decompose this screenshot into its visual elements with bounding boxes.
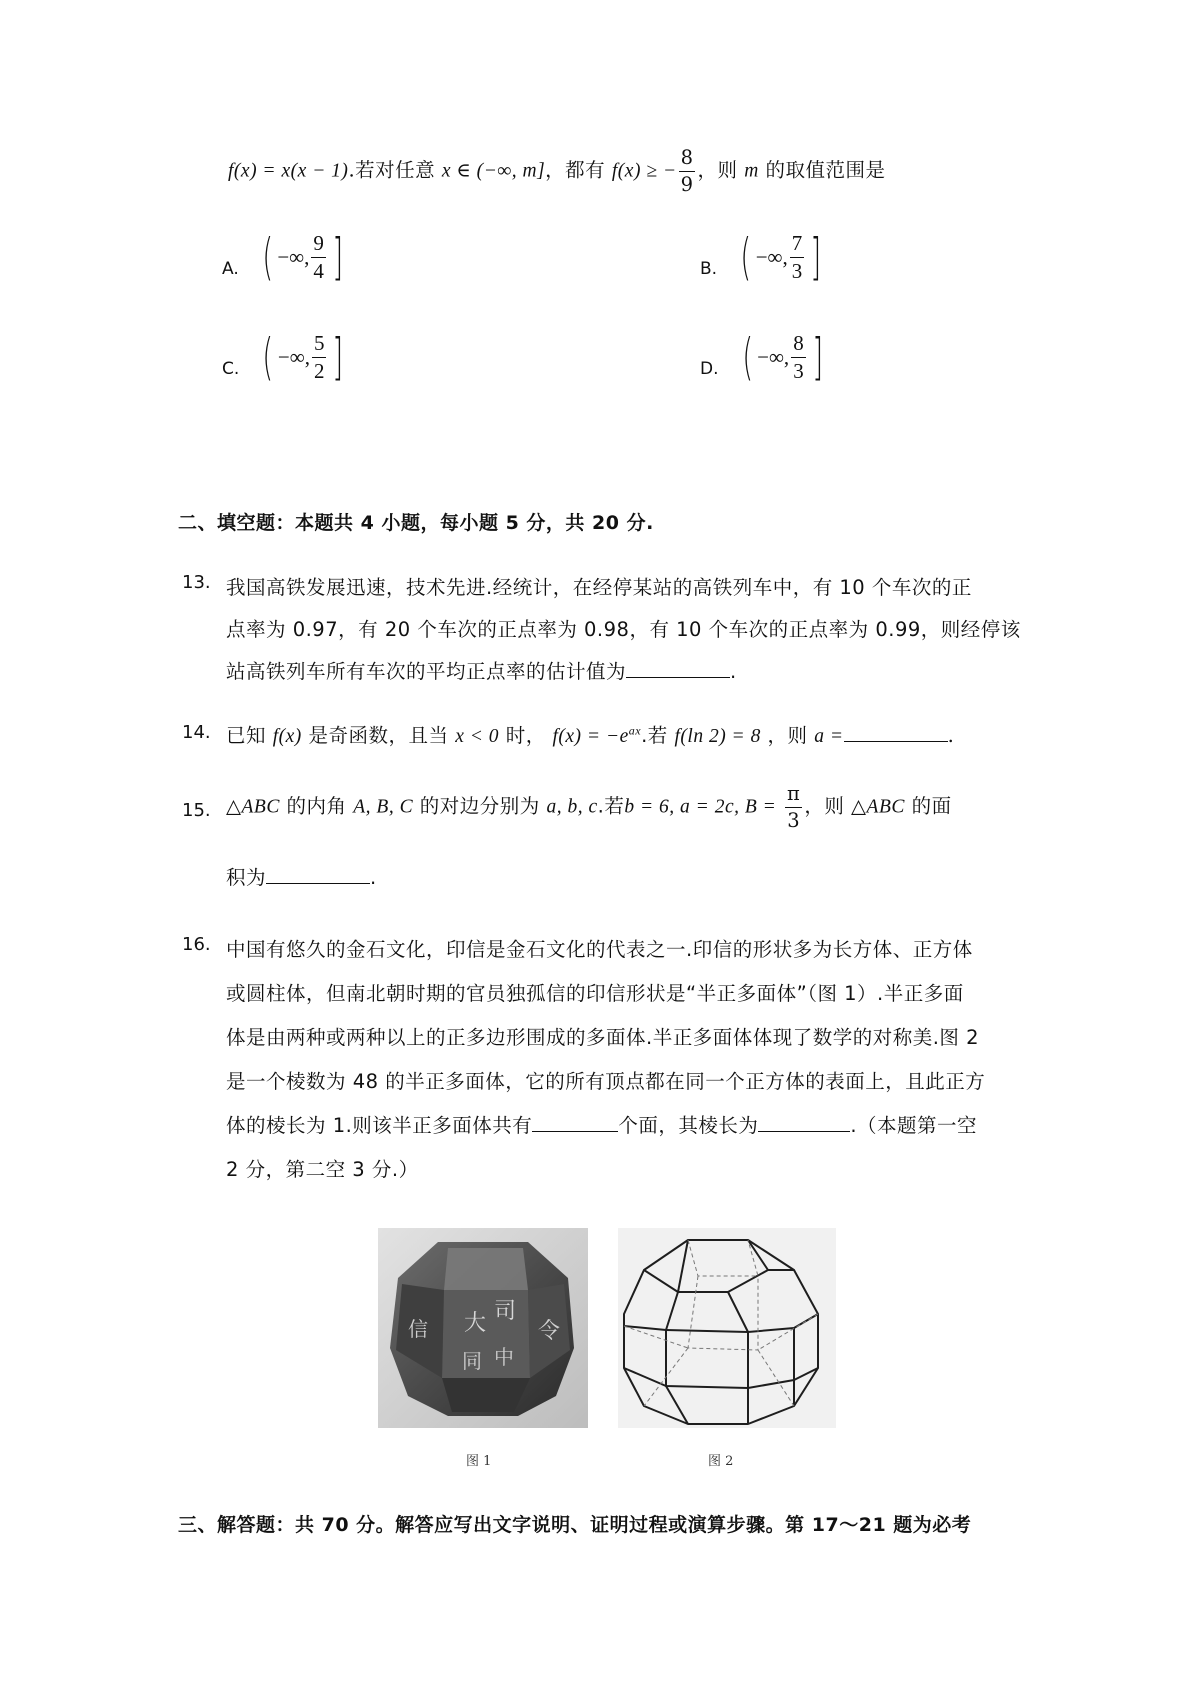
- q14-line: 已知 f(x) 是奇函数，且当 x < 0 时， $f(x) = -e^{ax}$.若 f(ln 2) = 8 ，则 a = .: [226, 720, 954, 748]
- seal-char-5: 同: [462, 1349, 482, 1373]
- q12-variable-m: m: [744, 160, 759, 182]
- seal-char-1: 大: [464, 1311, 487, 1336]
- seal-char-4: 令: [538, 1319, 561, 1344]
- q13-line3: 站高铁列车所有车次的平均正点率的估计值为 .: [226, 656, 737, 684]
- figure-1-seal-photo: [378, 1228, 588, 1478]
- seal-image: [378, 1228, 588, 1428]
- q16-line1: 中国有悠久的金石文化，印信是金石文化的代表之一.印信的形状多为长方体、正方体: [226, 938, 973, 961]
- option-a[interactable]: A. ( −∞, $\frac{9}{4}$ ]: [222, 228, 344, 286]
- seal-char-2: 司: [494, 1299, 517, 1324]
- q16-number: 16.: [182, 934, 211, 955]
- q16-line6: 2 分，第二空 3 分.）: [226, 1158, 419, 1181]
- q12-text-h: 的取值范围是: [765, 158, 886, 182]
- q15-line1: △ABC 的内角 A, B, C 的对边分别为 a, b, c.若b = 6, a = 2c, B = $\frac{\pi}{3}$ ，则 △ABC 的面: [226, 782, 952, 832]
- q14-answer-blank[interactable]: [844, 721, 948, 742]
- q13-line2: 点率为 0.97，有 20 个车次的正点率为 0.98，有 10 个车次的正点率为 0.99，则经停该: [226, 618, 1021, 641]
- q12-text-f: ，则: [697, 158, 738, 182]
- q13-line1: 我国高铁发展迅速，技术先进.经统计，在经停某站的高铁列车中，有 10 个车次的正: [226, 576, 972, 599]
- q15-answer-blank[interactable]: [266, 863, 370, 884]
- section-fill-in-heading: 二、填空题：本题共 4 小题，每小题 5 分，共 20 分.: [178, 512, 654, 534]
- figure-2-caption: 图 2: [708, 1454, 734, 1469]
- q12-text-b: .若对任意: [348, 158, 436, 182]
- q14-number: 14.: [182, 722, 211, 743]
- q12-function-def: f(x) = x(x − 1): [228, 160, 349, 182]
- q15-line2: 积为 .: [226, 862, 377, 890]
- figure-1-caption: 图 1: [466, 1454, 492, 1469]
- polyhedron-drawing: [618, 1228, 836, 1428]
- q15-number: 15.: [182, 800, 211, 821]
- q12-inequality: f(x) ≥ −: [611, 160, 677, 182]
- figure-2-polyhedron: [618, 1228, 836, 1478]
- q13-answer-blank[interactable]: [626, 657, 730, 678]
- seal-char-6: 中: [494, 1345, 514, 1369]
- q12-text-d: ，都有: [545, 158, 606, 182]
- section-answer-heading: 三、解答题：共 70 分。解答应写出文字说明、证明过程或演算步骤。第 17～21 题为必考: [178, 1514, 972, 1536]
- option-d[interactable]: D. ( −∞, $\frac{8}{3}$ ]: [700, 328, 823, 386]
- q16-line4: 是一个棱数为 48 的半正多面体，它的所有顶点都在同一个正方体的表面上，且此正方: [226, 1070, 986, 1093]
- q13-number: 13.: [182, 572, 211, 593]
- q12-fraction: $\frac{8}{9}$: [680, 146, 694, 196]
- q16-faces-blank[interactable]: [532, 1111, 618, 1132]
- q16-line3: 体是由两种或两种以上的正多边形围成的多面体.半正多面体体现了数学的对称美.图 2: [226, 1026, 980, 1049]
- option-c[interactable]: C. ( −∞, $\frac{5}{2}$ ]: [222, 328, 344, 386]
- seal-char-3: 信: [408, 1317, 428, 1341]
- q16-line5: 体的棱长为 1.则该半正多面体共有 个面，其棱长为 .（本题第一空: [226, 1110, 977, 1138]
- q12-domain: x ∈ (−∞, m]: [441, 160, 546, 182]
- q16-edge-blank[interactable]: [758, 1111, 850, 1132]
- option-b[interactable]: B. ( −∞, $\frac{7}{3}$ ]: [700, 228, 822, 286]
- q12-stem-line: [228, 148, 886, 194]
- q15-fraction: $\frac{\pi}{3}$: [787, 782, 801, 832]
- q16-line2: 或圆柱体，但南北朝时期的官员独孤信的印信形状是“半正多面体”（图 1）.半正多面: [226, 982, 964, 1005]
